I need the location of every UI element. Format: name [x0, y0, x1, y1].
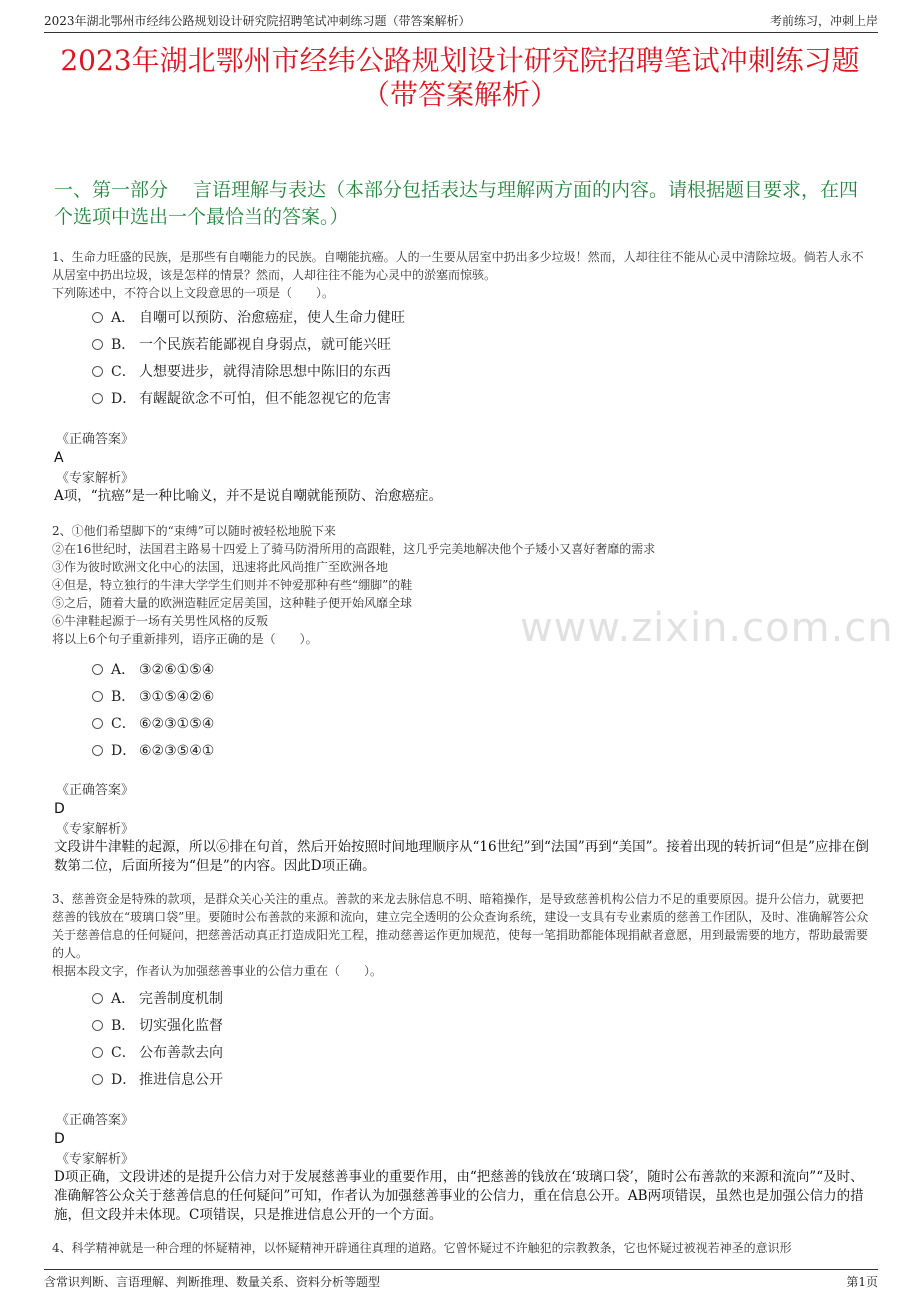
- option-text: ③②⑥①⑤④: [139, 662, 215, 678]
- page-footer: [44, 1269, 878, 1292]
- answer-value: D: [54, 801, 65, 817]
- question-prompt: 根据本段文字，作者认为加强慈善事业的公信力重在（ ）。: [52, 964, 383, 978]
- option-letter: A．: [111, 662, 136, 678]
- option-letter: D．: [111, 391, 137, 407]
- option-d[interactable]: [92, 389, 391, 409]
- option-b[interactable]: [92, 335, 391, 355]
- question-text: 3、慈善资金是特殊的款项，是群众关心关注的重点。善款的来龙去脉信息不明、暗箱操作，是导致慈善机构公信力不足的重要原因。提升公信力，就要把慈善的钱放在“玻璃口袋”里。要随时公布善款的来源和流向，建立完全透明的公众查询系统，建设一支具有专业素质的慈善工作团队，及时、准确解答公众关于慈善信息的任何疑问，把慈善活动真正打造成阳光工程，推动慈善运作更加规范，使每一笔捐助都能体现捐献者意愿，用到最需要的地方，帮助最需要的人。: [52, 892, 869, 960]
- radio-icon[interactable]: [92, 993, 103, 1004]
- radio-icon[interactable]: [92, 1074, 103, 1085]
- question-line: 2、①他们希望脚下的“束缚”可以随时被轻松地脱下来: [52, 524, 336, 538]
- option-text: 人想要进步，就得清除思想中陈旧的东西: [139, 364, 391, 380]
- option-text: 一个民族若能鄙视自身弱点，就可能兴旺: [139, 337, 391, 353]
- question-1-stem: [52, 248, 872, 302]
- option-a[interactable]: [92, 660, 214, 680]
- section-heading: 一、第一部分 言语理解与表达（本部分包括表达与理解两方面的内容。请根据题目要求，在四个选项中选出一个最恰当的答案。）: [54, 179, 859, 228]
- option-c[interactable]: [92, 714, 214, 734]
- option-text: 切实强化监督: [139, 1018, 223, 1034]
- header-slogan: 考前练习，冲刺上岸: [769, 14, 878, 28]
- radio-icon[interactable]: [92, 339, 103, 350]
- watermark: www.zixin.com.cn: [520, 605, 894, 651]
- question-line: ③作为彼时欧洲文化中心的法国，迅速将此风尚推广至欧洲各地: [52, 560, 389, 574]
- analysis-text: [54, 487, 874, 506]
- question-line: ②在16世纪时，法国君主路易十四爱上了骑马防滑所用的高跟鞋，这几乎完美地解决他个子矮小又喜好奢靡的需求: [52, 542, 656, 556]
- question-text: 4、科学精神就是一种合理的怀疑精神，以怀疑精神开辟通往真理的道路。它曾怀疑过不许触犯的宗教教条，它也怀疑过被视若神圣的意识形: [52, 1241, 792, 1255]
- option-text: ③①⑤④②⑥: [139, 689, 215, 705]
- option-letter: C．: [111, 364, 136, 380]
- radio-icon[interactable]: [92, 745, 103, 756]
- option-letter: B．: [111, 689, 136, 705]
- option-letter: A．: [111, 310, 136, 326]
- analysis-paragraph: D项正确，文段讲述的是提升公信力对于发展慈善事业的重要作用，由“把慈善的钱放在‘玻璃口袋’，随时公布善款的来源和流向”“及时、准确解答公众关于慈善信息的任何疑问”可知，作者认为加强慈善事业的公信力，重在信息公开。AB两项错误，虽然也是加强公信力的措施，但文段并未体现。C项错误，只是推进信息公开的一个方面。: [54, 1169, 864, 1223]
- option-a[interactable]: [92, 989, 223, 1009]
- answer-label: 《正确答案》: [56, 1113, 135, 1128]
- radio-icon[interactable]: [92, 691, 103, 702]
- analysis-paragraph: A项，“抗癌”是一种比喻义，并不是说自嘲就能预防、治愈癌症。: [54, 488, 443, 504]
- radio-icon[interactable]: [92, 1020, 103, 1031]
- question-line: ⑤之后，随着大量的欧洲造鞋匠定居美国，这种鞋子便开始风靡全球: [52, 596, 413, 610]
- option-d[interactable]: [92, 1070, 223, 1090]
- option-a[interactable]: [92, 308, 405, 328]
- option-c[interactable]: [92, 1043, 223, 1063]
- option-letter: D．: [111, 1072, 137, 1088]
- radio-icon[interactable]: [92, 393, 103, 404]
- question-line: ④但是，特立独行的牛津大学学生们则并不钟爱那种有些“绷脚”的鞋: [52, 578, 413, 592]
- option-c[interactable]: [92, 362, 391, 382]
- option-letter: B．: [111, 337, 136, 353]
- question-3-stem: [52, 890, 872, 980]
- question-prompt: 将以上6个句子重新排列，语序正确的是（ ）。: [52, 632, 318, 646]
- radio-icon[interactable]: [92, 312, 103, 323]
- radio-icon[interactable]: [92, 664, 103, 675]
- option-text: 自嘲可以预防、治愈癌症，使人生命力健旺: [139, 310, 405, 326]
- option-b[interactable]: [92, 687, 214, 707]
- question-prompt: 下列陈述中，不符合以上文段意思的一项是（ ）。: [52, 286, 335, 300]
- option-letter: C．: [111, 1045, 136, 1061]
- answer-label: 《正确答案》: [56, 432, 135, 447]
- answer-value: A: [54, 450, 64, 466]
- radio-icon[interactable]: [92, 366, 103, 377]
- question-4-stem: [52, 1239, 872, 1257]
- radio-icon[interactable]: [92, 718, 103, 729]
- option-text: 有龌龊欲念不可怕，但不能忽视它的危害: [139, 391, 391, 407]
- answer-value: D: [54, 1131, 65, 1147]
- analysis-text: [54, 838, 874, 876]
- option-letter: A．: [111, 991, 136, 1007]
- page-number: 第1页: [846, 1275, 878, 1289]
- option-d[interactable]: [92, 741, 214, 761]
- answer-label: 《正确答案》: [56, 783, 135, 798]
- analysis-label: 《专家解析》: [56, 1152, 135, 1167]
- analysis-label: 《专家解析》: [56, 471, 135, 486]
- option-text: 推进信息公开: [139, 1072, 223, 1088]
- question-line: ⑥牛津鞋起源于一场有关男性风格的反叛: [52, 614, 269, 628]
- option-text: ⑥②③⑤④①: [139, 743, 215, 759]
- option-text: ⑥②③①⑤④: [139, 716, 215, 732]
- page-header: [44, 10, 878, 33]
- analysis-paragraph: 文段讲牛津鞋的起源，所以⑥排在句首，然后开始按照时间地理顺序从“16世纪”到“法国”再到“美国”。接着出现的转折词“但是”应排在倒数第二位，后面所接为“但是”的内容。因此D项正确。: [54, 839, 869, 874]
- option-text: 公布善款去向: [139, 1045, 223, 1061]
- analysis-text: [54, 1168, 874, 1225]
- option-letter: D．: [111, 743, 137, 759]
- option-letter: C．: [111, 716, 136, 732]
- footer-topics: 含常识判断、言语理解、判断推理、数量关系、资料分析等题型: [44, 1275, 381, 1289]
- document-title: 2023年湖北鄂州市经纬公路规划设计研究院招聘笔试冲刺练习题（带答案解析）: [60, 44, 860, 111]
- option-text: 完善制度机制: [139, 991, 223, 1007]
- radio-icon[interactable]: [92, 1047, 103, 1058]
- analysis-label: 《专家解析》: [56, 822, 135, 837]
- header-doc-title: 2023年湖北鄂州市经纬公路规划设计研究院招聘笔试冲刺练习题（带答案解析）: [44, 14, 471, 28]
- option-b[interactable]: [92, 1016, 223, 1036]
- option-letter: B．: [111, 1018, 136, 1034]
- question-text: 1、生命力旺盛的民族，是那些有自嘲能力的民族。自嘲能抗癌。人的一生要从居室中扔出多少垃圾！然而，人却往往不能从心灵中清除垃圾。倘若人永不从居室中扔出垃圾，该是怎样的情景？然而，人却往往不能为心灵中的淤塞而惊骇。: [52, 250, 864, 282]
